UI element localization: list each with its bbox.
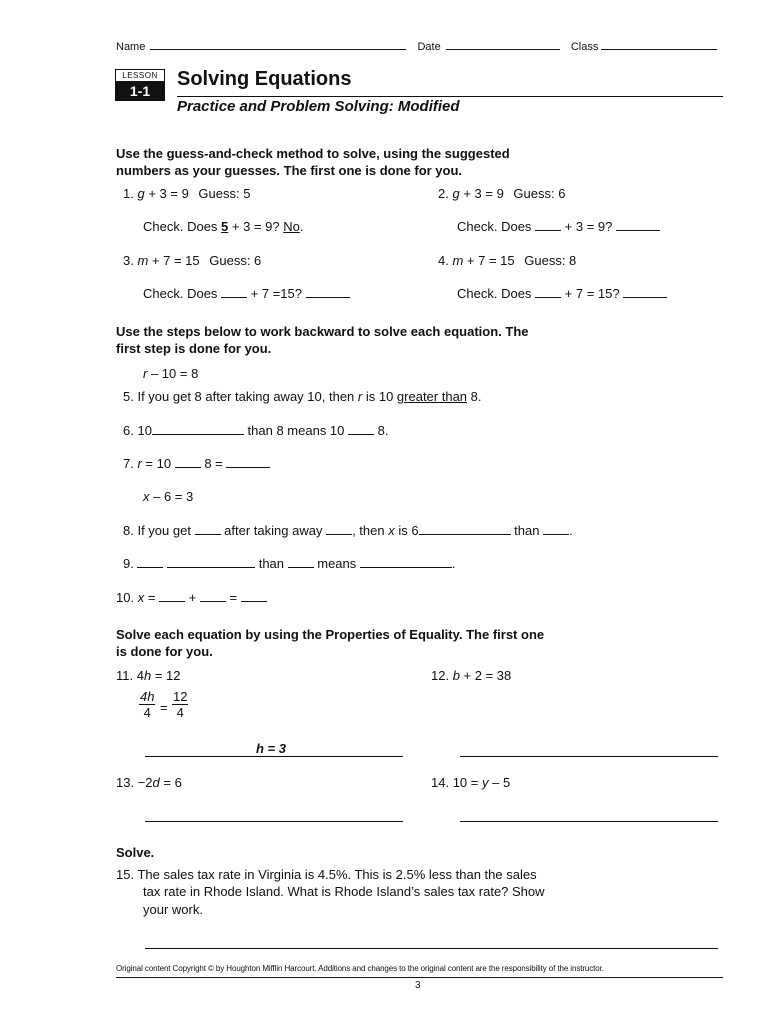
problem-text: than xyxy=(255,556,288,571)
date-label: Date xyxy=(417,41,441,53)
problem-text: 10 xyxy=(137,423,152,438)
class-field[interactable] xyxy=(601,38,717,50)
problem-text: The sales tax rate in Virginia is 4.5%. This is 2.5% less than the sales xyxy=(137,867,537,882)
check-answer: No xyxy=(283,219,300,234)
page-number: 3 xyxy=(415,980,421,991)
problem-number: 4. xyxy=(438,253,449,268)
section3-instructions-1: Solve each equation by using the Properties of Equality. The first one xyxy=(116,627,545,642)
check-text: + 7 =15? xyxy=(247,286,306,301)
worked-answer-11: h = 3 xyxy=(256,741,286,756)
fraction-numerator: 4h xyxy=(140,689,155,704)
check-text: + 3 = 9? xyxy=(228,219,284,234)
check-text: + 3 = 9? xyxy=(561,219,616,234)
problem-text: If you get xyxy=(137,523,195,538)
answer-blank[interactable] xyxy=(226,456,270,468)
problem-number: 5. xyxy=(123,389,134,404)
answer-blank[interactable] xyxy=(288,556,314,568)
problem-number: 3. xyxy=(123,253,134,268)
equation: + 7 = 15 xyxy=(463,253,515,268)
variable: h xyxy=(143,668,152,683)
problem-number: 15. xyxy=(116,867,135,882)
equation: + 7 = 15 xyxy=(148,253,200,268)
problem-text: . xyxy=(451,556,456,571)
answer-blank[interactable] xyxy=(241,590,267,602)
answer-blank[interactable] xyxy=(152,423,244,435)
variable: r xyxy=(137,456,142,471)
problem-number: 10. xyxy=(116,590,135,605)
variable: g xyxy=(452,186,460,201)
problem-text: than xyxy=(510,523,544,538)
variable: b xyxy=(452,668,460,683)
answer-blank[interactable] xyxy=(419,523,511,535)
section2-instructions-2: first step is done for you. xyxy=(116,341,272,356)
section3-instructions-2: is done for you. xyxy=(116,644,213,659)
problem-14 xyxy=(431,775,510,790)
problem-15 xyxy=(116,867,537,882)
equation: = 12 xyxy=(151,668,181,683)
answer-blank[interactable] xyxy=(360,556,452,568)
guess: Guess: 6 xyxy=(209,253,262,268)
fraction-equals: = xyxy=(160,700,168,715)
problem-4 xyxy=(438,253,576,268)
guess: Guess: 5 xyxy=(198,186,251,201)
check-text: . xyxy=(299,219,304,234)
lesson-badge-label: LESSON xyxy=(115,69,165,82)
problem-9 xyxy=(123,556,456,571)
problem-6 xyxy=(123,423,388,438)
check-text: + 7 = 15? xyxy=(561,286,624,301)
class-label: Class xyxy=(570,41,599,53)
coefficient: 4 xyxy=(136,668,144,683)
answer-blank[interactable] xyxy=(159,590,185,602)
equation: + 3 = 9 xyxy=(459,186,504,201)
equation: + 2 = 38 xyxy=(459,668,512,683)
problem-text: If you get 8 after taking away 10, then xyxy=(137,389,358,404)
equation: = 6 xyxy=(159,775,182,790)
equation: – 5 xyxy=(488,775,511,790)
problem-number: 7. xyxy=(123,456,134,471)
variable: d xyxy=(152,775,160,790)
equation: – 10 = 8 xyxy=(147,366,199,381)
problem-number: 1. xyxy=(123,186,134,201)
problem-11 xyxy=(116,668,180,683)
guess: Guess: 6 xyxy=(513,186,566,201)
variable: r xyxy=(357,389,363,404)
problem-2-check xyxy=(457,219,660,234)
problem-text: after taking away xyxy=(220,523,327,538)
problem-text: is 6 xyxy=(394,523,419,538)
equation: = xyxy=(225,590,241,605)
equation: 8 = xyxy=(200,456,227,471)
answer-line-11[interactable] xyxy=(145,756,403,757)
name-label: Name xyxy=(116,41,146,53)
answer-blank[interactable] xyxy=(616,219,660,231)
answer-blank[interactable] xyxy=(543,523,569,535)
problem-4-check xyxy=(457,286,667,301)
answer-line-14[interactable] xyxy=(460,821,718,822)
equation-a xyxy=(143,366,198,381)
section2-instructions-1: Use the steps below to work backward to solve each equation. The xyxy=(116,324,529,339)
problem-text: 8. xyxy=(374,423,389,438)
problem-3 xyxy=(123,253,261,268)
title-rule xyxy=(177,96,723,97)
problem-number: 6. xyxy=(123,423,134,438)
answer-blank[interactable] xyxy=(535,286,561,298)
section1-instructions-2: numbers as your guesses. The first one is done for you. xyxy=(116,163,463,178)
variable: m xyxy=(137,253,149,268)
problem-number: 12. xyxy=(431,668,450,683)
problem-number: 9. xyxy=(123,556,134,571)
problem-text: 8. xyxy=(467,389,482,404)
fraction-right xyxy=(172,689,188,720)
problem-1-check xyxy=(143,219,303,234)
section1-instructions-1: Use the guess-and-check method to solve, using the suggested xyxy=(116,146,510,161)
problem-text: than 8 means 10 xyxy=(243,423,349,438)
answer-blank[interactable] xyxy=(195,523,221,535)
problem-12 xyxy=(431,668,511,683)
problem-text: is 10 xyxy=(362,389,397,404)
fraction-denominator: 4 xyxy=(139,704,155,720)
variable: r xyxy=(143,366,148,381)
problem-text: means xyxy=(313,556,360,571)
fraction-denominator: 4 xyxy=(172,704,188,720)
answer-blank[interactable] xyxy=(137,556,163,568)
problem-1 xyxy=(123,186,250,201)
problem-15-line3: your work. xyxy=(143,902,203,917)
guess: Guess: 8 xyxy=(524,253,577,268)
problem-number: 13. xyxy=(116,775,135,790)
answer-line-13[interactable] xyxy=(145,821,403,822)
answer-blank[interactable] xyxy=(348,423,374,435)
answer-blank[interactable] xyxy=(221,286,247,298)
footer-rule xyxy=(116,977,723,978)
problem-number: 11. xyxy=(116,668,134,683)
problem-text: , then xyxy=(352,523,389,538)
lesson-badge xyxy=(115,69,165,101)
page-subtitle: Practice and Problem Solving: Modified xyxy=(177,98,460,115)
problem-7 xyxy=(123,456,270,471)
answer-blank[interactable] xyxy=(200,590,226,602)
coefficient: −2 xyxy=(137,775,153,790)
answer-blank[interactable] xyxy=(623,286,667,298)
problem-3-check xyxy=(143,286,350,301)
equation: + xyxy=(185,590,200,605)
problem-number: 2. xyxy=(438,186,449,201)
answer-blank[interactable] xyxy=(167,556,255,568)
problem-number: 8. xyxy=(123,523,134,538)
equation: + 3 = 9 xyxy=(144,186,189,201)
variable: x xyxy=(137,590,145,605)
name-field[interactable] xyxy=(150,38,406,50)
equation: – 6 = 3 xyxy=(149,489,194,504)
variable: x xyxy=(388,523,395,538)
check-value: 5 xyxy=(221,219,229,234)
problem-8 xyxy=(123,523,573,538)
section4-heading: Solve. xyxy=(116,845,155,860)
copyright-text: Original content Copyright © by Houghton Mifflin Harcourt. Additions and changes to the original content are the responsibility of the instructor. xyxy=(116,964,604,973)
check-text: Check. Does xyxy=(457,219,536,234)
header-fields xyxy=(116,38,717,53)
problem-5 xyxy=(123,389,482,404)
variable: m xyxy=(452,253,464,268)
variable: y xyxy=(481,775,489,790)
problem-2 xyxy=(438,186,565,201)
lesson-number: 1-1 xyxy=(115,82,165,101)
answer-blank[interactable] xyxy=(326,523,352,535)
problem-number: 14. xyxy=(431,775,450,790)
variable: x xyxy=(143,489,150,504)
date-field[interactable] xyxy=(446,38,560,50)
answer-line-12[interactable] xyxy=(460,756,718,757)
answer-blank[interactable] xyxy=(535,219,561,231)
answer-blank[interactable] xyxy=(306,286,350,298)
equation: 10 = xyxy=(452,775,482,790)
problem-15-line2: tax rate in Rhode Island. What is Rhode Island’s sales tax rate? Show xyxy=(143,884,545,899)
check-text: Check. Does xyxy=(143,219,222,234)
problem-13 xyxy=(116,775,182,790)
equation: = 10 xyxy=(141,456,175,471)
equation: = xyxy=(144,590,160,605)
check-text: Check. Does xyxy=(143,286,222,301)
fraction-numerator: 12 xyxy=(173,689,188,704)
fraction-left xyxy=(139,689,155,720)
page-title: Solving Equations xyxy=(177,68,352,90)
answer-blank[interactable] xyxy=(175,456,201,468)
variable: g xyxy=(137,186,145,201)
answer-line-15[interactable] xyxy=(145,948,718,949)
problem-10 xyxy=(116,590,267,605)
worked-answer: greater than xyxy=(396,389,468,404)
check-text: Check. Does xyxy=(457,286,536,301)
equation-b xyxy=(143,489,193,504)
problem-text: . xyxy=(569,523,573,538)
